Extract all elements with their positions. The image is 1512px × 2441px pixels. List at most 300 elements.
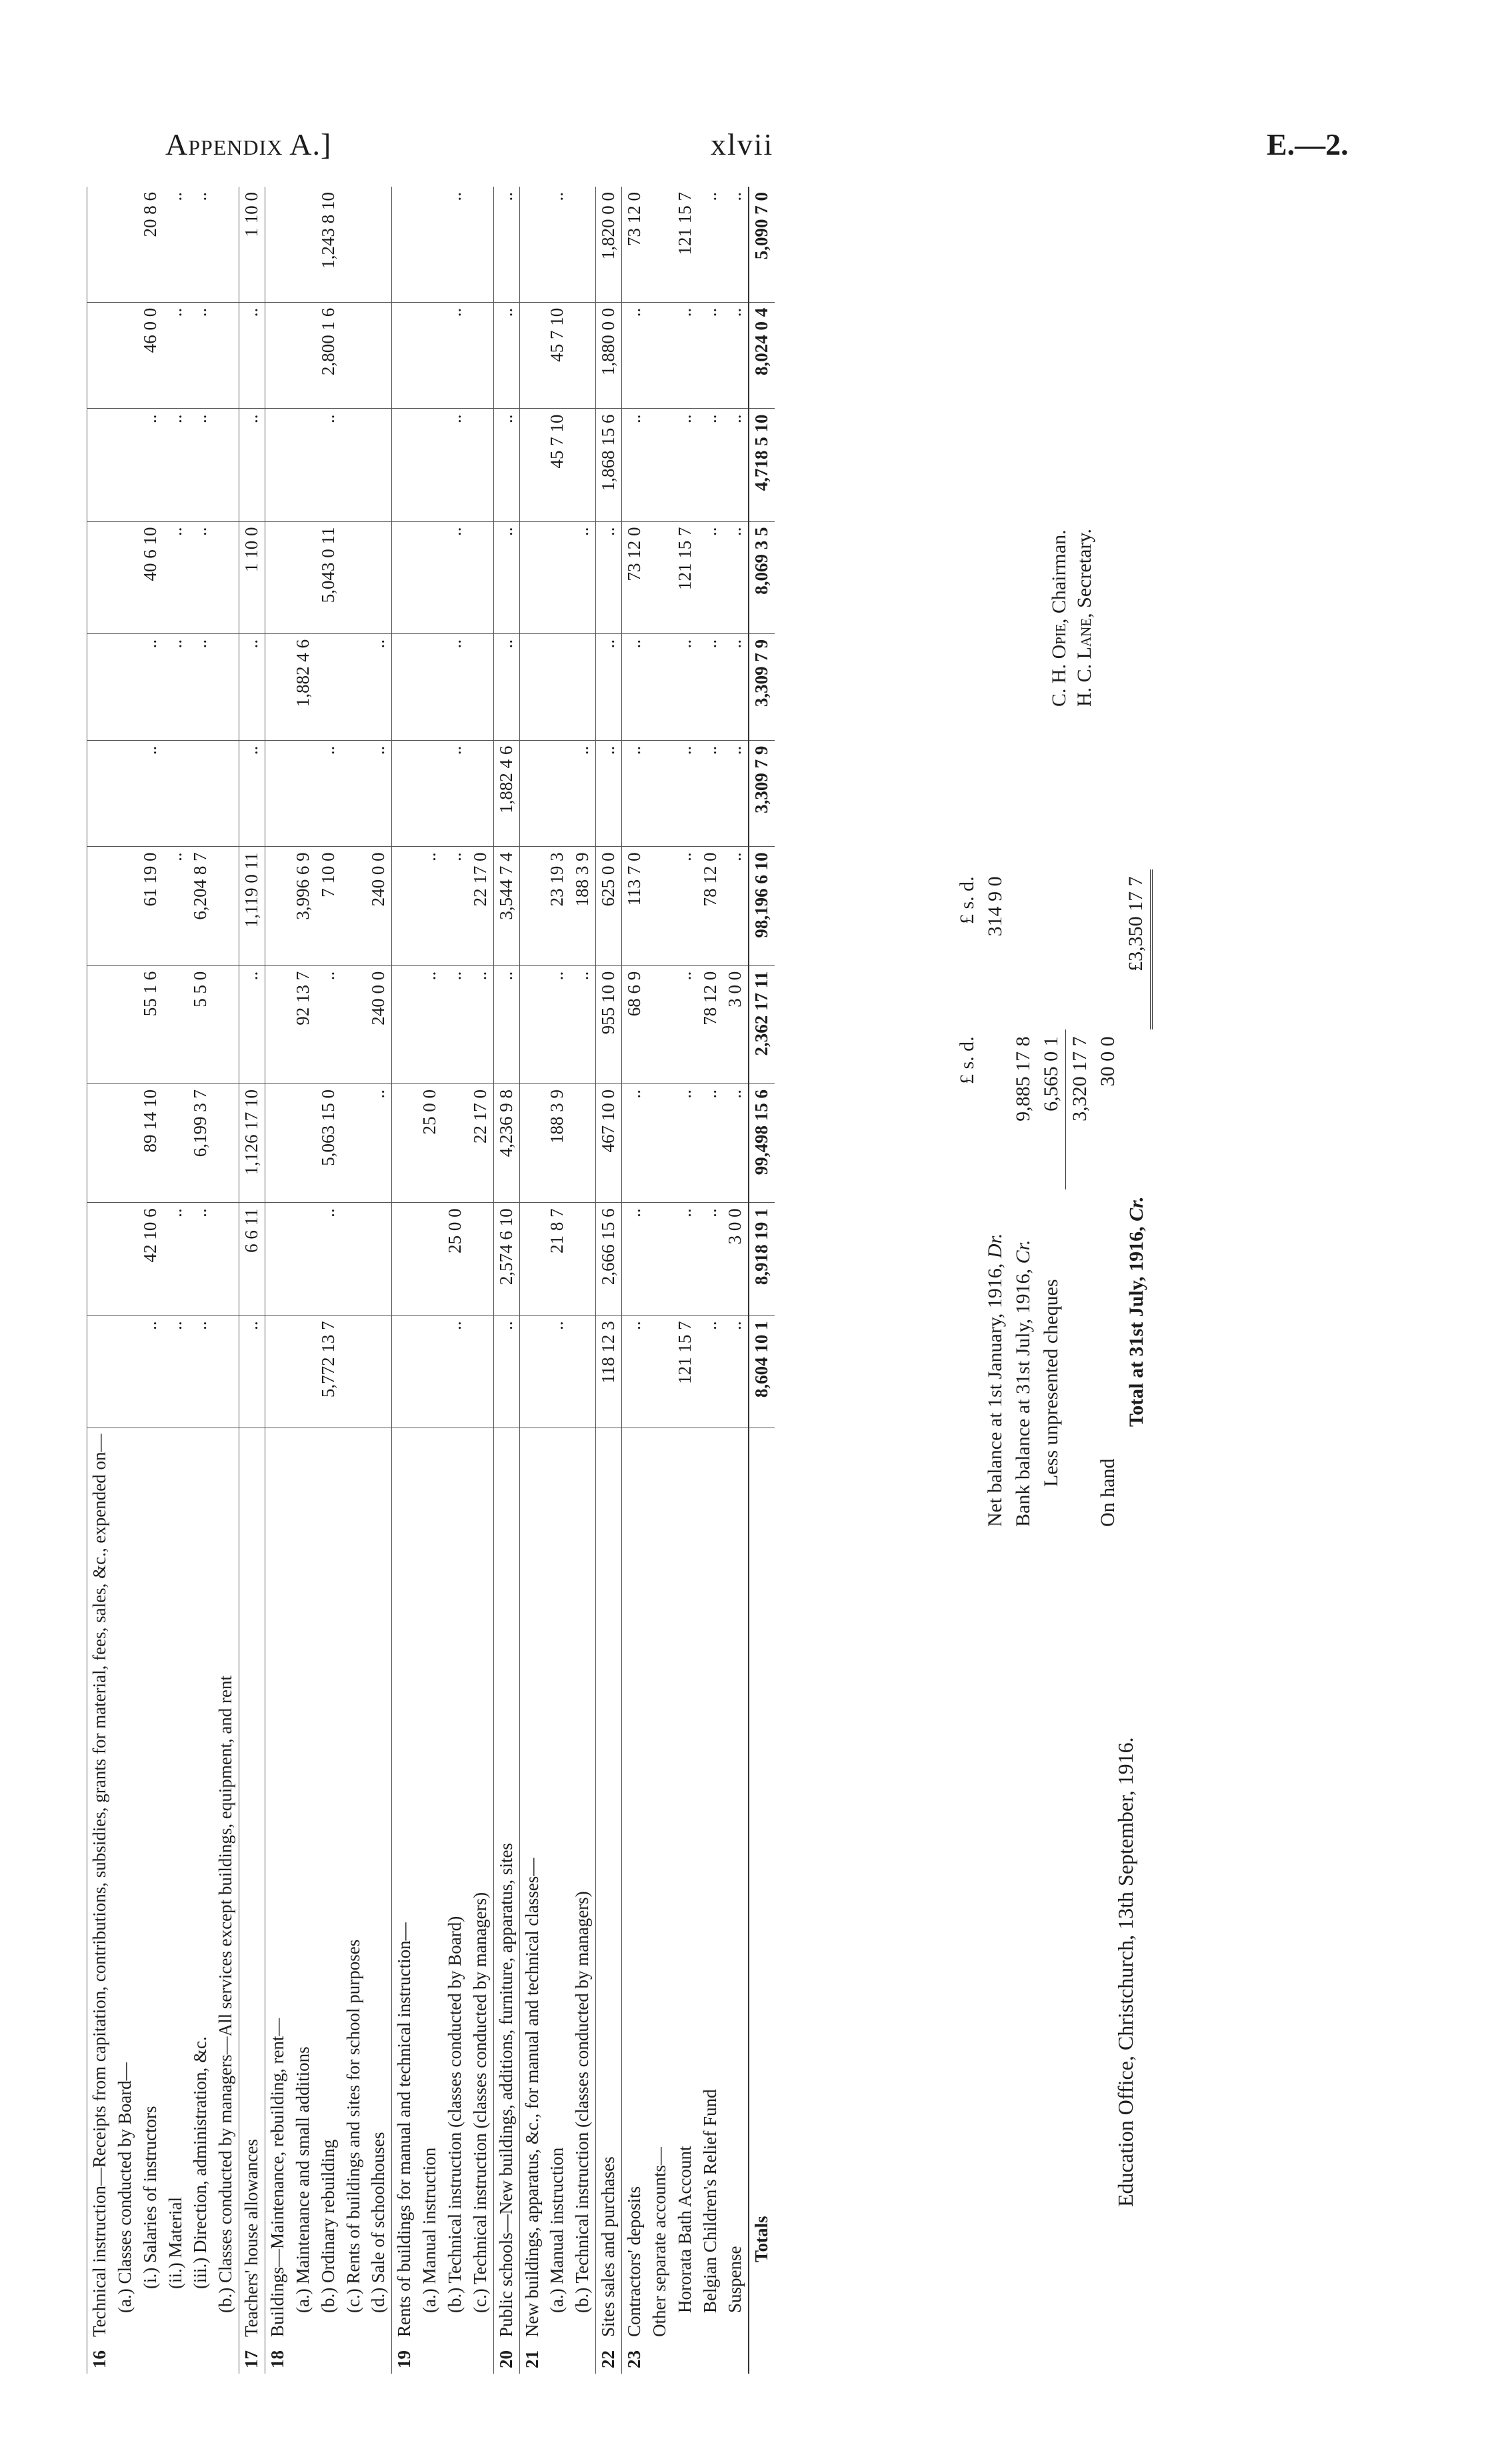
row-description-text: Hororata Bath Account xyxy=(674,2146,695,2313)
amount-cell: 1,880 0 0 xyxy=(596,302,622,409)
signatory-name: H. C. Lane, xyxy=(1073,613,1095,707)
amount-cell xyxy=(341,521,367,633)
amount-cell: 625 0 0 xyxy=(596,847,622,965)
table-row xyxy=(622,187,647,2374)
amount-cell: 78 12 0 xyxy=(698,965,723,1083)
amount-cell: 1,119 0 11 xyxy=(239,847,265,965)
summary-label-suffix: Cr. xyxy=(1012,1240,1034,1264)
summary-right-amount: 314 9 0 xyxy=(984,876,1006,937)
amount-cell: 1,820 0 0 xyxy=(596,187,622,302)
row-number xyxy=(113,2342,138,2374)
amount-cell xyxy=(468,187,493,302)
amount-cell xyxy=(213,1203,239,1316)
amount-cell: 2,574 6 10 xyxy=(493,1203,519,1316)
table-row xyxy=(698,187,723,2374)
amount-cell xyxy=(113,521,138,633)
amount-cell: .. xyxy=(188,409,213,521)
amount-cell: .. xyxy=(443,1316,468,1428)
amount-cell xyxy=(392,965,417,1083)
amount-cell: 955 10 0 xyxy=(596,965,622,1083)
summary-label-text: Net balance at 1st January, 1916, xyxy=(984,1263,1006,1527)
summary-mid-amount: 30 0 0 xyxy=(1097,1036,1119,1087)
amount-cell xyxy=(545,740,570,847)
amount-cell: .. xyxy=(673,409,698,521)
summary-line xyxy=(981,869,1009,1534)
amount-cell xyxy=(341,633,367,740)
amount-cell xyxy=(291,1203,316,1316)
amount-cell: 188 3 9 xyxy=(570,847,595,965)
summary-label xyxy=(1066,1189,1095,1534)
amount-cell: .. xyxy=(698,1316,723,1428)
amount-cell xyxy=(570,1316,595,1428)
row-number xyxy=(366,2342,391,2374)
amount-cell xyxy=(366,1203,391,1316)
amount-cell xyxy=(213,521,239,633)
amount-cell xyxy=(570,633,595,740)
amount-cell xyxy=(417,409,443,521)
table-row xyxy=(239,187,265,2374)
row-description-text: (i.) Salaries of instructors xyxy=(139,2106,160,2289)
amount-cell: 121 15 7 xyxy=(673,187,698,302)
row-description xyxy=(87,1428,113,2342)
amount-cell: .. xyxy=(443,965,468,1083)
amount-cell: .. xyxy=(570,740,595,847)
amount-cell xyxy=(213,409,239,521)
amount-cell: .. xyxy=(188,302,213,409)
summary-spacer xyxy=(953,1189,981,1534)
row-description-text: Rents of buildings for manual and technical instruction— xyxy=(394,1922,415,2337)
totals-row xyxy=(749,187,775,2374)
amount-cell: 46 0 0 xyxy=(138,302,163,409)
row-description-text: (c.) Technical instruction (classes conducted by managers) xyxy=(469,1892,490,2313)
amount-cell xyxy=(341,740,367,847)
row-number xyxy=(188,2342,213,2374)
amount-cell: .. xyxy=(188,1316,213,1428)
amount-cell: 5,043 0 11 xyxy=(316,521,341,633)
row-number xyxy=(698,2342,723,2374)
table-row xyxy=(723,187,749,2374)
row-description xyxy=(493,1428,519,2342)
amount-cell xyxy=(519,521,545,633)
amount-cell xyxy=(87,521,113,633)
totals-label: Totals xyxy=(749,1428,775,2342)
signatory-name: C. H. Opie, xyxy=(1048,618,1070,707)
amount-cell: .. xyxy=(698,633,723,740)
amount-cell xyxy=(265,965,291,1083)
row-description xyxy=(622,1428,647,2342)
summary-mid-amount: 9,885 17 8 xyxy=(1012,1036,1034,1121)
amount-cell xyxy=(519,1084,545,1203)
amount-cell: .. xyxy=(622,409,647,521)
amount-cell xyxy=(417,187,443,302)
amount-cell xyxy=(392,1316,417,1428)
amount-cell xyxy=(647,187,673,302)
amount-cell xyxy=(366,409,391,521)
amount-cell: .. xyxy=(239,740,265,847)
amount-cell: 42 10 6 xyxy=(138,1203,163,1316)
amount-cell xyxy=(366,187,391,302)
amount-cell xyxy=(417,1203,443,1316)
amount-cell: .. xyxy=(188,633,213,740)
amount-cell xyxy=(291,740,316,847)
amount-cell: 45 7 10 xyxy=(545,409,570,521)
totals-cell: 8,069 3 5 xyxy=(749,521,775,633)
amount-cell: .. xyxy=(698,187,723,302)
row-number xyxy=(316,2342,341,2374)
amount-cell: 5,063 15 0 xyxy=(316,1084,341,1203)
amount-cell xyxy=(87,633,113,740)
amount-cell xyxy=(443,1084,468,1203)
row-description xyxy=(138,1428,163,2342)
amount-cell: 2,666 15 6 xyxy=(596,1203,622,1316)
amount-cell: 121 15 7 xyxy=(673,521,698,633)
amount-cell xyxy=(113,409,138,521)
summary-currency-head xyxy=(953,869,981,1534)
amount-cell: 5 5 0 xyxy=(188,965,213,1083)
row-description xyxy=(163,1428,189,2342)
amount-cell: .. xyxy=(723,302,749,409)
amount-cell xyxy=(468,302,493,409)
row-number xyxy=(545,2342,570,2374)
row-number xyxy=(163,2342,189,2374)
amount-cell: .. xyxy=(163,633,189,740)
summary-right-amount xyxy=(1037,869,1066,1029)
document-code: E.—2. xyxy=(1267,127,1349,161)
amount-cell: .. xyxy=(622,1203,647,1316)
amount-cell xyxy=(366,1316,391,1428)
amount-cell xyxy=(519,302,545,409)
row-description xyxy=(316,1428,341,2342)
amount-cell: .. xyxy=(493,409,519,521)
amount-cell xyxy=(341,965,367,1083)
amount-cell: .. xyxy=(138,740,163,847)
amount-cell: .. xyxy=(239,1316,265,1428)
amount-cell xyxy=(417,740,443,847)
amount-cell xyxy=(570,1084,595,1203)
amount-cell: .. xyxy=(723,1084,749,1203)
signatory-role: Secretary. xyxy=(1073,529,1095,608)
amount-cell xyxy=(265,847,291,965)
amount-cell xyxy=(392,302,417,409)
amount-cell: 22 17 0 xyxy=(468,1084,493,1203)
amount-cell: 3,544 7 4 xyxy=(493,847,519,965)
amount-cell xyxy=(291,302,316,409)
amount-cell: .. xyxy=(570,521,595,633)
amount-cell: .. xyxy=(188,521,213,633)
amount-cell xyxy=(87,740,113,847)
row-number xyxy=(570,2342,595,2374)
amount-cell: .. xyxy=(622,633,647,740)
table-row xyxy=(366,187,391,2374)
amount-cell: 7 10 0 xyxy=(316,847,341,965)
amount-cell xyxy=(213,740,239,847)
amount-cell: 40 6 10 xyxy=(138,521,163,633)
amount-cell xyxy=(366,521,391,633)
row-number xyxy=(417,2342,443,2374)
table-row xyxy=(570,187,595,2374)
amount-cell xyxy=(213,965,239,1083)
amount-cell: .. xyxy=(723,740,749,847)
totals-cell: 4,718 5 10 xyxy=(749,409,775,521)
amount-cell: .. xyxy=(138,409,163,521)
amount-cell xyxy=(647,1203,673,1316)
amount-cell xyxy=(213,1316,239,1428)
account-table xyxy=(87,187,775,2374)
amount-cell: .. xyxy=(316,965,341,1083)
summary-mid-amount: 3,320 17 7 xyxy=(1066,1029,1095,1189)
amount-cell: 73 12 0 xyxy=(622,521,647,633)
amount-cell: 1,882 4 6 xyxy=(291,633,316,740)
footer-place-date xyxy=(1113,207,1138,2207)
amount-cell: 23 19 3 xyxy=(545,847,570,965)
amount-cell: .. xyxy=(493,521,519,633)
row-description xyxy=(239,1428,265,2342)
amount-cell: .. xyxy=(698,740,723,847)
amount-cell xyxy=(265,1316,291,1428)
row-description-text: (a.) Manual instruction xyxy=(547,2147,567,2313)
amount-cell: .. xyxy=(622,1316,647,1428)
amount-cell: .. xyxy=(723,847,749,965)
amount-cell xyxy=(87,409,113,521)
amount-cell: .. xyxy=(443,847,468,965)
summary-total-value: £3,350 17 7 xyxy=(1122,869,1151,1029)
summary-right-amount xyxy=(1009,869,1037,1029)
amount-cell: 92 13 7 xyxy=(291,965,316,1083)
amount-cell: 5,772 13 7 xyxy=(316,1316,341,1428)
amount-cell: .. xyxy=(443,740,468,847)
amount-cell xyxy=(545,633,570,740)
row-number: 19 xyxy=(392,2342,417,2374)
amount-cell xyxy=(265,1084,291,1203)
table-row xyxy=(417,187,443,2374)
table-row xyxy=(163,187,189,2374)
row-description-text: Technical instruction—Receipts from capitation, contributions, subsidies, grants for material, fees, sales, &c., expended on— xyxy=(89,1434,109,2337)
amount-cell: .. xyxy=(673,1084,698,1203)
page-number: xlvii xyxy=(711,127,774,161)
row-description-text: Sites sales and purchases xyxy=(598,2156,619,2337)
amount-cell xyxy=(291,409,316,521)
amount-cell: .. xyxy=(316,1203,341,1316)
amount-cell: 68 6 9 xyxy=(622,965,647,1083)
amount-cell: 1,868 15 6 xyxy=(596,409,622,521)
amount-cell xyxy=(265,409,291,521)
amount-cell: .. xyxy=(673,847,698,965)
amount-cell: .. xyxy=(239,633,265,740)
amount-cell xyxy=(188,740,213,847)
row-description xyxy=(647,1428,673,2342)
totals-cell: 5,090 7 0 xyxy=(749,187,775,302)
amount-cell xyxy=(392,521,417,633)
amount-cell xyxy=(265,187,291,302)
totals-cell: 98,196 6 10 xyxy=(749,847,775,965)
row-number: 23 xyxy=(622,2342,647,2374)
amount-cell: .. xyxy=(723,1316,749,1428)
amount-cell: 6,204 8 7 xyxy=(188,847,213,965)
row-description-text: Teachers' house allowances xyxy=(241,2139,262,2337)
amount-cell xyxy=(291,1084,316,1203)
amount-cell xyxy=(265,1203,291,1316)
amount-cell: 6 6 11 xyxy=(239,1203,265,1316)
amount-cell: 188 3 9 xyxy=(545,1084,570,1203)
amount-cell xyxy=(519,1316,545,1428)
amount-cell xyxy=(341,1084,367,1203)
header-left: Appendix A.] xyxy=(165,127,332,161)
summary-label-suffix: Dr. xyxy=(984,1233,1006,1259)
amount-cell: .. xyxy=(570,965,595,1083)
amount-cell xyxy=(468,521,493,633)
amount-cell xyxy=(163,740,189,847)
amount-cell: .. xyxy=(622,740,647,847)
amount-cell: 1 10 0 xyxy=(239,521,265,633)
amount-cell: .. xyxy=(163,847,189,965)
row-description xyxy=(596,1428,622,2342)
amount-cell: .. xyxy=(545,965,570,1083)
totals-cell: 99,498 15 6 xyxy=(749,1084,775,1203)
table-row xyxy=(213,187,239,2374)
summary-total-text: Total at 31st July, 1916, xyxy=(1125,1226,1147,1427)
row-description xyxy=(392,1428,417,2342)
amount-cell: .. xyxy=(493,187,519,302)
amount-cell: .. xyxy=(443,521,468,633)
signature-line xyxy=(1072,529,1097,707)
row-description-text: Suspense xyxy=(725,2246,745,2313)
amount-cell xyxy=(341,1203,367,1316)
amount-cell: .. xyxy=(316,740,341,847)
amount-cell: .. xyxy=(723,409,749,521)
table-row xyxy=(113,187,138,2374)
row-description-text: (a.) Maintenance and small additions xyxy=(292,2046,313,2313)
amount-cell: .. xyxy=(493,965,519,1083)
amount-cell xyxy=(291,1316,316,1428)
totals-cell: 2,362 17 11 xyxy=(749,965,775,1083)
amount-cell xyxy=(392,1203,417,1316)
amount-cell: .. xyxy=(673,740,698,847)
summary-line xyxy=(1009,869,1037,1534)
row-number xyxy=(443,2342,468,2374)
row-number xyxy=(213,2342,239,2374)
amount-cell xyxy=(519,633,545,740)
amount-cell: .. xyxy=(698,409,723,521)
amount-cell xyxy=(366,302,391,409)
amount-cell: .. xyxy=(163,1316,189,1428)
summary-label-text: Less unpresented cheques xyxy=(1040,1279,1063,1487)
amount-cell xyxy=(519,187,545,302)
amount-cell xyxy=(87,187,113,302)
amount-cell: .. xyxy=(443,187,468,302)
amount-cell xyxy=(163,965,189,1083)
row-description-text: (d.) Sale of schoolhouses xyxy=(368,2132,389,2313)
amount-cell: .. xyxy=(163,187,189,302)
amount-cell xyxy=(341,187,367,302)
row-number xyxy=(341,2342,367,2374)
row-description-text: Public schools—New buildings, additions, furniture, apparatus, sites xyxy=(495,1843,516,2337)
amount-cell xyxy=(265,740,291,847)
table-row xyxy=(316,187,341,2374)
row-number xyxy=(723,2342,749,2374)
amount-cell xyxy=(647,1084,673,1203)
table-row xyxy=(87,187,113,2374)
table-row xyxy=(341,187,367,2374)
amount-cell xyxy=(545,521,570,633)
row-description xyxy=(519,1428,545,2342)
row-description xyxy=(113,1428,138,2342)
currency-head-mid: £ s. d. xyxy=(956,1036,978,1085)
amount-cell xyxy=(570,302,595,409)
amount-cell: .. xyxy=(673,965,698,1083)
amount-cell: .. xyxy=(239,965,265,1083)
amount-cell xyxy=(519,1203,545,1316)
row-number xyxy=(291,2342,316,2374)
amount-cell xyxy=(647,521,673,633)
amount-cell xyxy=(570,1203,595,1316)
amount-cell: 20 8 6 xyxy=(138,187,163,302)
amount-cell xyxy=(265,521,291,633)
amount-cell: 25 0 0 xyxy=(443,1203,468,1316)
amount-cell xyxy=(647,302,673,409)
row-number: 16 xyxy=(87,2342,113,2374)
row-number xyxy=(468,2342,493,2374)
amount-cell: .. xyxy=(596,740,622,847)
amount-cell xyxy=(468,740,493,847)
summary-label-text: On hand xyxy=(1097,1458,1119,1527)
amount-cell: .. xyxy=(316,409,341,521)
amount-cell: 240 0 0 xyxy=(366,965,391,1083)
summary-mid-amount xyxy=(981,1029,1009,1189)
signature-line xyxy=(1047,529,1072,707)
amount-cell xyxy=(87,847,113,965)
amount-cell: .. xyxy=(723,521,749,633)
signatory-role: Chairman. xyxy=(1048,529,1070,614)
row-description xyxy=(723,1428,749,2342)
row-description-text: (b.) Ordinary rebuilding xyxy=(317,2139,338,2313)
amount-cell: .. xyxy=(163,1203,189,1316)
amount-cell xyxy=(87,1316,113,1428)
row-description-text: Belgian Children's Relief Fund xyxy=(699,2089,720,2313)
amount-cell xyxy=(341,302,367,409)
amount-cell: .. xyxy=(698,1203,723,1316)
amount-cell: .. xyxy=(493,1316,519,1428)
amount-cell xyxy=(647,633,673,740)
amount-cell: .. xyxy=(138,633,163,740)
row-description-text: (c.) Rents of buildings and sites for school purposes xyxy=(343,1939,363,2313)
amount-cell: 2,800 1 6 xyxy=(316,302,341,409)
amount-cell xyxy=(392,847,417,965)
amount-cell xyxy=(519,847,545,965)
amount-cell xyxy=(417,633,443,740)
amount-cell: .. xyxy=(545,187,570,302)
amount-cell: .. xyxy=(443,302,468,409)
row-description xyxy=(545,1428,570,2342)
table-row xyxy=(138,187,163,2374)
amount-cell: 1,243 8 10 xyxy=(316,187,341,302)
amount-cell xyxy=(468,1316,493,1428)
signatures xyxy=(1047,529,1097,707)
row-description-text: Contractors' deposits xyxy=(624,2186,645,2337)
amount-cell xyxy=(113,847,138,965)
row-description-text: Other separate accounts— xyxy=(649,2147,669,2337)
summary-label xyxy=(1009,1189,1037,1534)
row-description xyxy=(468,1428,493,2342)
totals-cell: 3,309 7 9 xyxy=(749,740,775,847)
totals-cell: 8,024 0 4 xyxy=(749,302,775,409)
amount-cell: .. xyxy=(163,302,189,409)
table-row xyxy=(265,187,291,2374)
amount-cell: .. xyxy=(723,187,749,302)
row-description-text: (iii.) Direction, administration, &c. xyxy=(190,2036,211,2289)
amount-cell: 118 12 3 xyxy=(596,1316,622,1428)
amount-cell: .. xyxy=(417,847,443,965)
row-description-text: New buildings, apparatus, &c., for manual and technical classes— xyxy=(521,1858,542,2337)
